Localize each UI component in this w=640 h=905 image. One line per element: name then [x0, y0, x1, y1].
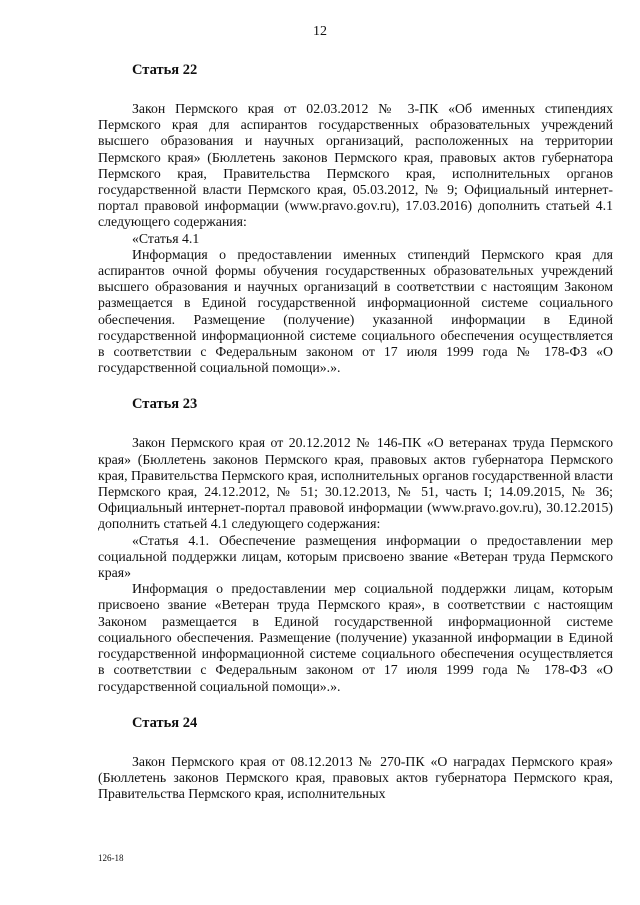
page-number: 12: [313, 24, 327, 39]
article-heading: Статья 22: [132, 62, 198, 78]
paragraph: Закон Пермского края от 20.12.2012 № 146-ПК «О ветеранах труда Пермского края» (Бюллетень законов Пермского края, правовых актов губернатора Пермского края, Правительства Пермского края, исполнительных органов государственной власти Пермского края, 24.12.2012, № 51; 30.12.2013, № 51, часть I; 14.09.2015, № 36; Официальный интернет-портал правовой информации (www.pravo.gov.ru), 30.12.2015) дополнить статьей 4.1 следующего содержания:: [98, 435, 613, 532]
paragraph: Информация о предоставлении именных стипендий Пермского края для аспирантов очной формы обучения государственных образовательных учреждений высшего образования и научных организаций в соответствии с настоящим Законом размещается в Единой государственной информационной системе социального обеспечения. Размещение (получение) указанной информации в Единой государственной информационной системе социального обеспечения осуществляется в соответствии с Федеральным законом от 17 июля 1999 года № 178-ФЗ «О государственной социальной помощи».».: [98, 246, 613, 376]
article-24: [98, 715, 613, 803]
paragraph: «Статья 4.1: [132, 230, 200, 246]
document-body: [98, 62, 613, 802]
article-22: [98, 62, 613, 376]
footer-code: 126-18: [98, 853, 124, 863]
paragraph: Закон Пермского края от 08.12.2013 № 270-ПК «О наградах Пермского края» (Бюллетень законов Пермского края, правовых актов губернатора Пермского края, Правительства Пермского края, исполнительных: [98, 753, 613, 802]
paragraph: «Статья 4.1. Обеспечение размещения информации о предоставлении мер социальной поддержки лицам, которым присвоено звание «Ветеран труда Пермского края»: [98, 532, 613, 581]
paragraph: Информация о предоставлении мер социальной поддержки лицам, которым присвоено звание «Ветеран труда Пермского края», в соответствии с настоящим Законом размещается в Единой государственной информационной системе социального обеспечения. Размещение (получение) указанной информации в Единой государственной информационной системе социального обеспечения осуществляется в соответствии с Федеральным законом от 17 июля 1999 года № 178-ФЗ «О государственной социальной помощи».».: [98, 581, 613, 694]
article-23: [98, 396, 613, 694]
paragraph: Закон Пермского края от 02.03.2012 № 3-ПК «Об именных стипендиях Пермского края для аспирантов государственных образовательных учреждений высшего образования и научных организаций, расположенных на территории Пермского края» (Бюллетень законов Пермского края, правовых актов губернатора Пермского края, Правительства Пермского края, исполнительных органов государственной власти Пермского края, 05.03.2012, № 9; Официальный интернет-портал правовой информации (www.pravo.gov.ru), 17.03.2016) дополнить статьей 4.1 следующего содержания:: [98, 101, 613, 230]
article-heading: Статья 24: [132, 714, 198, 731]
article-heading: Статья 23: [132, 396, 198, 413]
